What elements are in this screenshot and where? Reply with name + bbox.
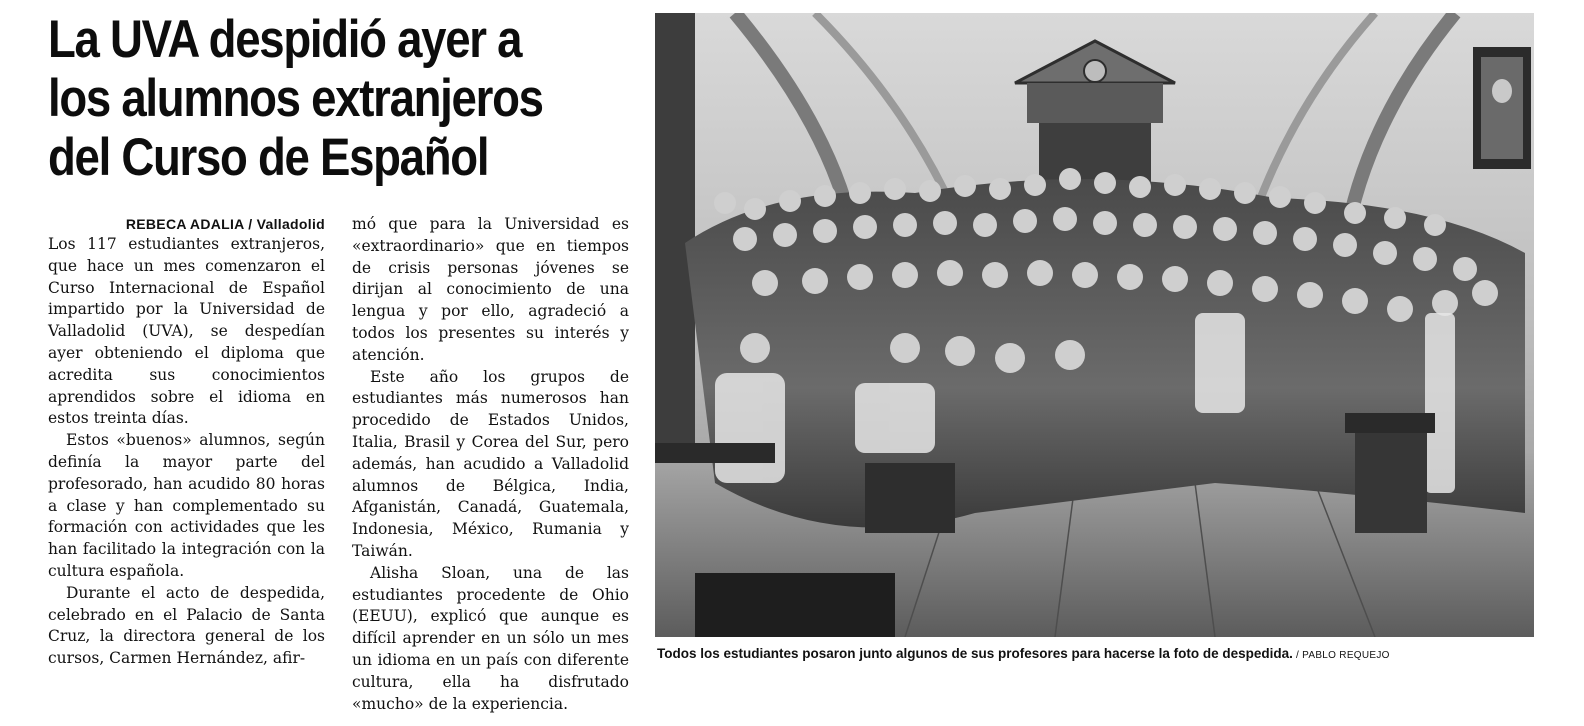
- paragraph: Durante el acto de despedida, celebrado en el Palacio de Santa Cruz, la directora general de los cursos, Carmen Hernández, afir-: [48, 583, 325, 668]
- headline-line-2: los alumnos extranjeros: [48, 69, 543, 128]
- headline-line-1: La UVA despidió ayer a: [48, 10, 522, 69]
- caption-text: Todos los estudiantes posaron junto algunos de sus profesores para hacerse la foto de despedida.: [657, 646, 1293, 661]
- article-column-1: [48, 214, 325, 670]
- paragraph: Estos «buenos» alumnos, según definía la mayor parte del profesorado, han acudido 80 horas a clase y han complementado su formación con actividades que les han facilitado la integración con la cultura española.: [48, 431, 325, 580]
- photo-credit: / PABLO REQUEJO: [1292, 650, 1390, 661]
- paragraph: Este año los grupos de estudiantes más numerosos han procedido de Estados Unidos, Italia, Brasil y Corea del Sur, pero además, han acudido a Valladolid alumnos de Bélgica, India, Afganistán, Canadá, Guatemala, Indonesia, México, Rumania y Taiwán.: [352, 367, 629, 560]
- group-photo: [655, 13, 1534, 637]
- article-column-2: [352, 214, 629, 715]
- paragraph: Alisha Sloan, una de las estudiantes procedente de Ohio (EEUU), explicó que aunque es difícil aprender en un sólo un mes un idioma en un país con diferente cultura, ella ha disfrutado «mucho» de la experiencia.: [352, 563, 629, 713]
- photo-caption: [657, 644, 1390, 666]
- paragraph: mó que para la Universidad es «extraordinario» que en tiempos de crisis personas jóvenes se dirijan al conocimiento de una lengua y por ello, agradeció a todos los presentes su interés y atención.: [352, 215, 629, 364]
- byline: REBECA ADALIA / Valladolid: [125, 216, 325, 232]
- headline-line-3: del Curso de Español: [48, 128, 489, 187]
- paragraph: Los 117 estudiantes extranjeros, que hace un mes comenzaron el Curso Internacional de Español impartido por la Universidad de Valladolid (UVA), se despedían ayer obteniendo el diploma que acredita sus conocimientos aprendidos sobre el idioma en estos treinta días.: [48, 235, 325, 428]
- group-photo-image: [655, 13, 1534, 637]
- headline: [48, 10, 564, 187]
